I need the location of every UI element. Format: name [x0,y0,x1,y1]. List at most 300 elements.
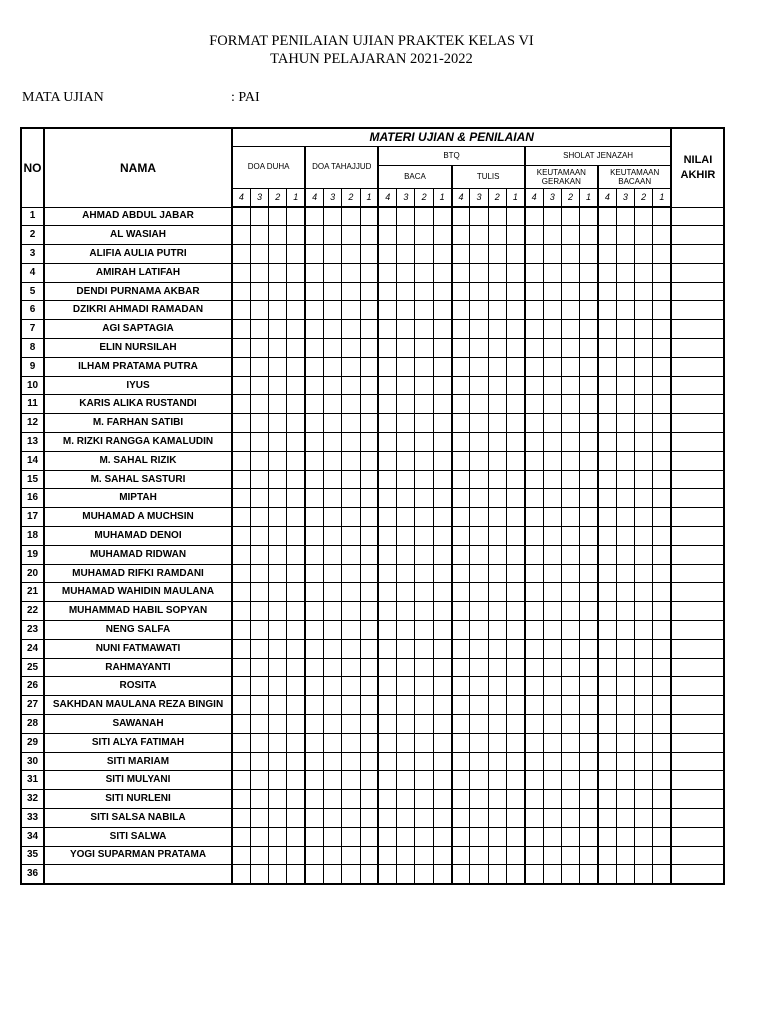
score-cell [543,282,561,301]
score-cell [598,301,616,320]
score-cell [488,414,506,433]
score-cell [506,677,524,696]
score-cell [378,696,396,715]
score-cell [360,245,378,264]
score-cell [653,301,672,320]
score-cell [232,226,250,245]
score-cell [323,771,341,790]
score-cell [616,658,634,677]
score-cell [287,752,305,771]
score-cell [525,470,543,489]
score-level-label: 3 [397,188,415,207]
score-cell [488,301,506,320]
score-cell [269,395,287,414]
score-cell [323,545,341,564]
score-cell [397,357,415,376]
score-cell [342,527,360,546]
score-cell [635,677,653,696]
assessment-table [20,127,725,885]
student-no: 28 [21,715,44,734]
score-cell [598,846,616,865]
score-cell [561,226,579,245]
score-cell [342,621,360,640]
score-cell [360,602,378,621]
student-name: AL WASIAH [44,226,232,245]
score-cell [580,545,598,564]
score-cell [433,733,451,752]
score-cell [323,207,341,226]
score-cell [506,771,524,790]
score-cell [415,301,433,320]
score-cell [525,451,543,470]
score-cell [470,282,488,301]
score-cell [488,621,506,640]
score-cell [360,677,378,696]
header-sholat-jenazah: SHOLAT JENAZAH [525,146,672,165]
header-no: NO [21,128,44,207]
score-cell [250,433,268,452]
score-cell [470,207,488,226]
score-cell [616,376,634,395]
score-cell [360,771,378,790]
score-cell [525,207,543,226]
student-no: 35 [21,846,44,865]
score-cell [378,414,396,433]
score-cell [580,508,598,527]
score-cell [269,865,287,884]
score-cell [561,414,579,433]
student-name: ILHAM PRATAMA PUTRA [44,357,232,376]
student-name: ELIN NURSILAH [44,339,232,358]
student-name: MIPTAH [44,489,232,508]
score-cell [616,451,634,470]
score-cell [635,489,653,508]
score-cell [360,395,378,414]
score-cell [525,414,543,433]
score-cell [452,621,470,640]
score-cell [397,339,415,358]
score-cell [561,677,579,696]
score-cell [287,395,305,414]
score-cell [635,583,653,602]
score-cell [269,696,287,715]
score-cell [305,677,323,696]
score-cell [470,545,488,564]
score-cell [269,226,287,245]
score-cell [232,865,250,884]
score-cell [323,433,341,452]
score-cell [232,301,250,320]
score-cell [598,545,616,564]
score-cell [653,376,672,395]
score-cell [433,414,451,433]
student-row [21,809,724,828]
score-cell [433,677,451,696]
score-cell [561,621,579,640]
score-cell [397,301,415,320]
score-cell [506,733,524,752]
score-cell [323,320,341,339]
score-cell [561,282,579,301]
score-cell [269,414,287,433]
score-cell [506,846,524,865]
score-cell [561,715,579,734]
student-no: 21 [21,583,44,602]
score-cell [397,282,415,301]
score-cell [616,263,634,282]
score-cell [598,282,616,301]
score-cell [250,226,268,245]
score-cell [378,809,396,828]
score-cell [616,433,634,452]
score-level-label: 3 [323,188,341,207]
nilai-akhir-cell [671,658,724,677]
student-name: SITI MARIAM [44,752,232,771]
score-cell [433,433,451,452]
score-cell [305,414,323,433]
score-cell [232,621,250,640]
score-cell [250,846,268,865]
score-cell [269,809,287,828]
score-cell [433,508,451,527]
score-cell [525,508,543,527]
score-cell [269,790,287,809]
score-cell [452,790,470,809]
score-cell [397,320,415,339]
student-row [21,320,724,339]
score-cell [305,583,323,602]
score-cell [653,733,672,752]
score-cell [470,865,488,884]
score-cell [653,489,672,508]
score-cell [287,809,305,828]
score-level-label: 4 [232,188,250,207]
score-cell [506,715,524,734]
header-btq: BTQ [378,146,524,165]
score-cell [452,846,470,865]
score-cell [378,282,396,301]
score-cell [635,752,653,771]
score-cell [561,733,579,752]
score-cell [305,226,323,245]
nilai-akhir-cell [671,395,724,414]
student-name: ALIFIA AULIA PUTRI [44,245,232,264]
score-cell [598,470,616,489]
score-cell [342,545,360,564]
score-cell [470,846,488,865]
student-name: SITI SALSA NABILA [44,809,232,828]
score-cell [378,639,396,658]
score-cell [287,846,305,865]
nilai-akhir-cell [671,564,724,583]
score-level-label: 4 [452,188,470,207]
score-cell [635,564,653,583]
score-cell [616,602,634,621]
score-cell [525,752,543,771]
score-cell [342,339,360,358]
score-cell [287,677,305,696]
header-tulis: TULIS [452,165,525,188]
score-cell [653,414,672,433]
score-cell [360,583,378,602]
score-cell [470,827,488,846]
score-cell [488,433,506,452]
score-cell [342,263,360,282]
student-name: MUHAMAD RIFKI RAMDANI [44,564,232,583]
score-cell [452,207,470,226]
score-cell [232,715,250,734]
score-cell [452,733,470,752]
score-cell [506,301,524,320]
score-cell [635,771,653,790]
score-cell [561,207,579,226]
score-cell [561,790,579,809]
score-cell [378,301,396,320]
score-cell [323,301,341,320]
score-cell [378,658,396,677]
score-cell [287,545,305,564]
score-cell [415,696,433,715]
score-cell [452,339,470,358]
score-cell [580,621,598,640]
score-cell [250,527,268,546]
score-cell [250,545,268,564]
score-cell [488,207,506,226]
score-cell [598,489,616,508]
score-cell [378,245,396,264]
nilai-akhir-cell [671,508,724,527]
score-cell [269,658,287,677]
score-cell [250,451,268,470]
score-cell [269,527,287,546]
score-cell [488,376,506,395]
score-cell [305,790,323,809]
score-level-label: 1 [580,188,598,207]
student-name: SITI ALYA FATIMAH [44,733,232,752]
score-cell [232,489,250,508]
score-cell [488,226,506,245]
score-cell [506,263,524,282]
score-cell [287,658,305,677]
score-level-label: 2 [415,188,433,207]
score-cell [397,865,415,884]
nilai-akhir-cell [671,470,724,489]
score-cell [287,527,305,546]
score-cell [232,564,250,583]
score-cell [342,715,360,734]
score-cell [415,245,433,264]
score-cell [397,451,415,470]
student-name [44,865,232,884]
score-cell [287,733,305,752]
score-cell [342,282,360,301]
score-cell [653,508,672,527]
score-cell [452,376,470,395]
score-cell [323,696,341,715]
student-no: 34 [21,827,44,846]
score-cell [452,263,470,282]
score-cell [415,752,433,771]
score-cell [580,226,598,245]
score-cell [598,696,616,715]
score-cell [653,226,672,245]
student-row [21,621,724,640]
student-no: 10 [21,376,44,395]
score-cell [488,715,506,734]
score-cell [433,489,451,508]
score-cell [360,282,378,301]
nilai-akhir-cell [671,414,724,433]
score-cell [305,752,323,771]
score-cell [360,433,378,452]
score-cell [415,395,433,414]
score-cell [488,771,506,790]
score-cell [635,527,653,546]
subject-label: MATA UJIAN [22,90,104,105]
student-row [21,282,724,301]
score-cell [488,827,506,846]
score-cell [653,282,672,301]
score-cell [452,771,470,790]
score-cell [598,752,616,771]
score-cell [635,621,653,640]
score-cell [250,301,268,320]
score-cell [543,339,561,358]
score-cell [543,301,561,320]
student-row [21,545,724,564]
nilai-akhir-cell [671,677,724,696]
score-cell [342,602,360,621]
nilai-akhir-cell [671,433,724,452]
score-cell [323,282,341,301]
score-cell [415,865,433,884]
score-cell [580,282,598,301]
score-cell [525,809,543,828]
score-cell [342,658,360,677]
academic-year-title: TAHUN PELAJARAN 2021-2022 [270,51,473,67]
score-cell [452,451,470,470]
score-cell [378,602,396,621]
score-cell [598,715,616,734]
score-cell [433,846,451,865]
score-cell [543,809,561,828]
score-cell [616,809,634,828]
score-cell [506,395,524,414]
nilai-akhir-cell [671,489,724,508]
score-cell [305,658,323,677]
score-cell [360,357,378,376]
score-cell [323,865,341,884]
score-cell [415,545,433,564]
score-cell [433,583,451,602]
score-cell [506,339,524,358]
score-level-label: 4 [525,188,543,207]
student-rows [21,207,724,884]
student-no: 18 [21,527,44,546]
score-cell [506,207,524,226]
student-no: 20 [21,564,44,583]
score-cell [305,376,323,395]
score-cell [506,827,524,846]
score-cell [433,339,451,358]
score-cell [506,357,524,376]
score-cell [415,602,433,621]
score-cell [452,301,470,320]
score-cell [360,639,378,658]
nilai-akhir-cell [671,226,724,245]
score-cell [653,339,672,358]
score-cell [232,846,250,865]
score-cell [561,809,579,828]
student-name: SAKHDAN MAULANA REZA BINGIN [44,696,232,715]
score-cell [305,733,323,752]
score-cell [543,414,561,433]
score-cell [653,809,672,828]
score-cell [323,564,341,583]
student-no: 36 [21,865,44,884]
score-cell [543,733,561,752]
score-cell [616,564,634,583]
score-cell [543,433,561,452]
score-cell [323,245,341,264]
score-cell [250,414,268,433]
score-cell [506,752,524,771]
score-cell [580,771,598,790]
nilai-akhir-cell [671,846,724,865]
score-cell [360,564,378,583]
student-no: 25 [21,658,44,677]
score-cell [360,752,378,771]
score-cell [561,846,579,865]
score-cell [525,658,543,677]
score-cell [397,790,415,809]
score-cell [543,846,561,865]
score-cell [580,320,598,339]
score-cell [397,433,415,452]
score-cell [397,658,415,677]
score-level-label: 1 [506,188,524,207]
score-cell [287,865,305,884]
score-cell [415,414,433,433]
score-cell [653,545,672,564]
score-cell [287,489,305,508]
score-cell [561,489,579,508]
score-cell [561,508,579,527]
score-cell [635,263,653,282]
score-cell [415,621,433,640]
score-cell [415,263,433,282]
student-row [21,339,724,358]
score-cell [269,207,287,226]
score-cell [250,207,268,226]
score-cell [433,320,451,339]
score-cell [378,545,396,564]
student-row [21,752,724,771]
score-cell [250,715,268,734]
score-cell [543,395,561,414]
score-cell [269,771,287,790]
student-row [21,602,724,621]
student-no: 29 [21,733,44,752]
score-cell [598,602,616,621]
score-cell [378,207,396,226]
student-no: 31 [21,771,44,790]
student-name: MUHAMAD DENOI [44,527,232,546]
score-level-label: 1 [360,188,378,207]
score-cell [269,470,287,489]
score-cell [305,545,323,564]
document-title: FORMAT PENILAIAN UJIAN PRAKTEK KELAS VI [209,33,534,49]
